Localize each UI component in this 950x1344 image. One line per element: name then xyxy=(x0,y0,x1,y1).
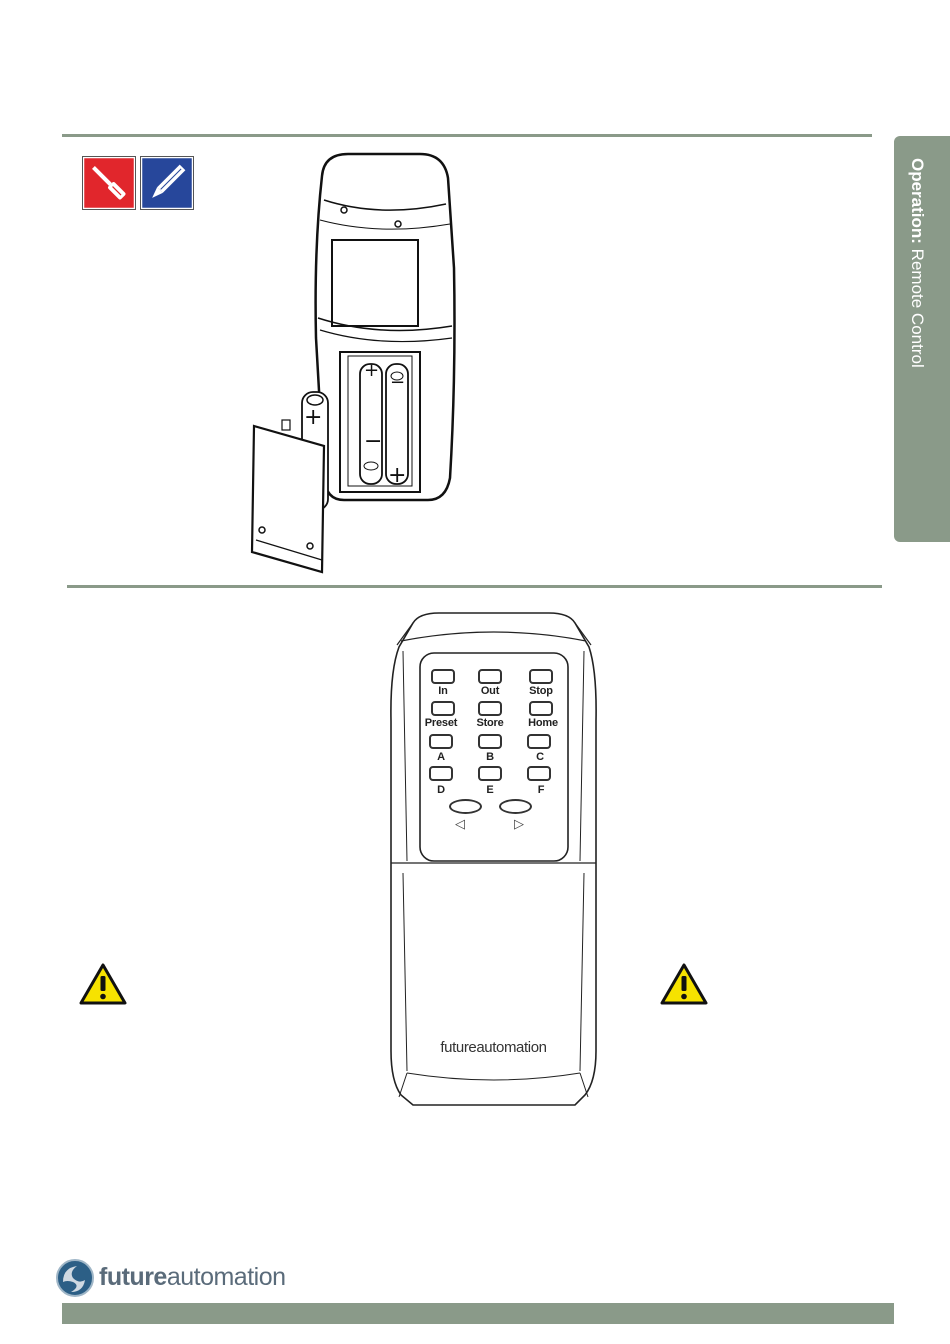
right-arrow-button[interactable] xyxy=(499,799,532,814)
e-label: E xyxy=(486,784,494,796)
pencil-icon xyxy=(140,156,194,210)
c-label: C xyxy=(536,751,544,763)
warning-icon xyxy=(660,962,708,1006)
left-arrow-button[interactable] xyxy=(449,799,482,814)
remote-control-drawing xyxy=(389,611,598,1108)
remote-brand-text: futureautomation xyxy=(440,1039,547,1056)
battery-minus-label: − xyxy=(364,429,383,454)
top-rule xyxy=(62,134,872,137)
preset-label: Preset xyxy=(424,717,458,729)
battery-plus-label: + xyxy=(304,405,323,430)
e-button[interactable] xyxy=(478,766,502,781)
section-title: Operation: Remote Control xyxy=(908,158,927,368)
left-arrow-icon: ◁ xyxy=(455,817,465,832)
c-button[interactable] xyxy=(527,734,551,749)
home-button[interactable] xyxy=(529,701,553,716)
footer-bar xyxy=(62,1303,894,1324)
future-automation-logo xyxy=(55,1258,305,1298)
battery-plus-label: + xyxy=(364,360,380,381)
logo-wordmark: futureautomation xyxy=(99,1263,286,1291)
b-label: B xyxy=(486,751,494,763)
f-button[interactable] xyxy=(527,766,551,781)
d-label: D xyxy=(437,784,445,796)
home-label: Home xyxy=(528,717,558,729)
section-tab xyxy=(894,136,950,542)
battery-minus-label: − xyxy=(390,372,406,393)
in-label: In xyxy=(438,685,448,697)
screwdriver-icon xyxy=(82,156,136,210)
logo-swirl-icon xyxy=(55,1258,95,1298)
right-arrow-icon: ▷ xyxy=(514,817,524,832)
out-button[interactable] xyxy=(478,669,502,684)
battery-installation-drawing xyxy=(240,148,480,580)
out-label: Out xyxy=(480,685,500,697)
a-label: A xyxy=(437,751,445,763)
a-button[interactable] xyxy=(429,734,453,749)
battery-plus-label: + xyxy=(388,463,407,488)
preset-button[interactable] xyxy=(431,701,455,716)
warning-icon xyxy=(79,962,127,1006)
store-label: Store xyxy=(476,717,504,729)
f-label: F xyxy=(537,784,545,796)
b-button[interactable] xyxy=(478,734,502,749)
d-button[interactable] xyxy=(429,766,453,781)
mid-rule xyxy=(67,585,882,588)
stop-button[interactable] xyxy=(529,669,553,684)
stop-label: Stop xyxy=(529,685,553,697)
store-button[interactable] xyxy=(478,701,502,716)
in-button[interactable] xyxy=(431,669,455,684)
